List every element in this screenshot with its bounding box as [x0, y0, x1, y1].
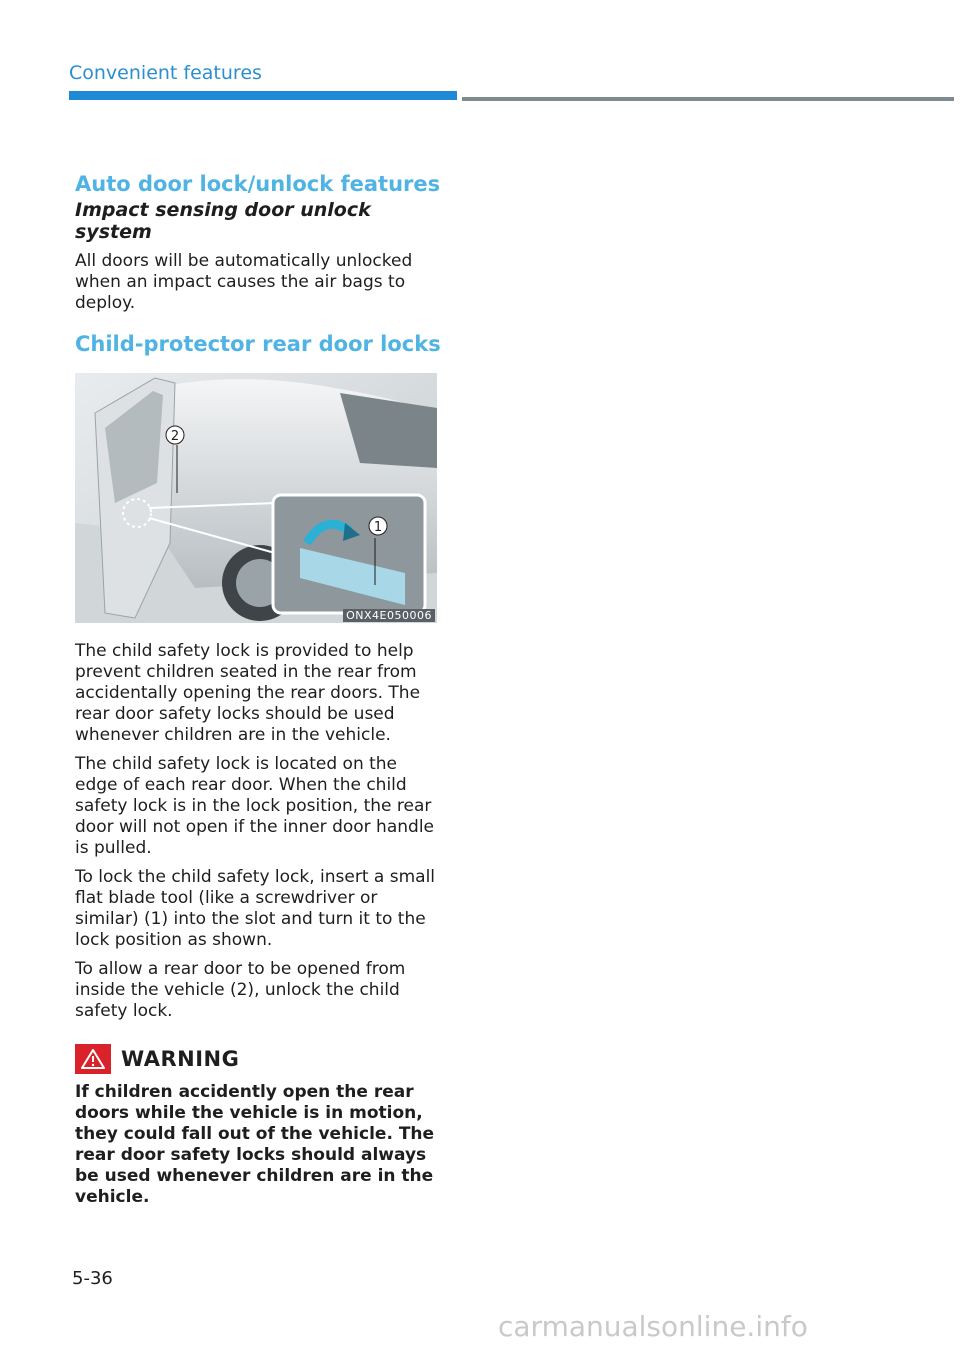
paragraph-impact-unlock: All doors will be automatically unlocked when an impact causes the air bags to deploy. [75, 251, 413, 314]
warning-title: WARNING [121, 1047, 240, 1072]
subheading-impact-sensing: Impact sensing door unlock system [75, 199, 371, 244]
page-number: 5-36 [72, 1268, 113, 1289]
callout-2: 2 [170, 429, 180, 445]
warning-triangle-icon [75, 1044, 111, 1074]
callout-1: 1 [373, 520, 383, 536]
section-title: Convenient features [69, 62, 262, 84]
child-lock-illustration [75, 373, 437, 623]
header-rule-accent [69, 91, 457, 100]
content-column [75, 172, 443, 1208]
heading-auto-door-lock: Auto door lock/unlock features [75, 172, 441, 196]
paragraph-child-lock-3: To lock the child safety lock, insert a small flat blade tool (like a screwdriver or similar) (1) into the slot and turn it to the lock position as shown. [75, 867, 436, 951]
paragraph-child-lock-1: The child safety lock is provided to help prevent children seated in the rear from accidentally opening the rear doors. The rear door safety locks should be used whenever children are in the vehicle. [75, 641, 421, 746]
heading-child-protector: Child-protector rear door locks [75, 332, 441, 357]
figure-code: ONX4E050006 [343, 609, 435, 622]
watermark: carmanualsonline.info [498, 1310, 808, 1343]
paragraph-child-lock-4: To allow a rear door to be opened from inside the vehicle (2), unlock the child safety lock. [75, 959, 406, 1022]
warning-header [75, 1044, 443, 1074]
paragraph-child-lock-2: The child safety lock is located on the edge of each rear door. When the child safety lock is in the lock position, the rear door will not open if the inner door handle is pulled. [75, 754, 435, 859]
warning-text: If children accidently open the rear doors while the vehicle is in motion, they could fall out of the vehicle. The rear door safety locks should always be used whenever children are in the vehicle. [75, 1082, 435, 1208]
header-rule-gray [462, 97, 954, 101]
